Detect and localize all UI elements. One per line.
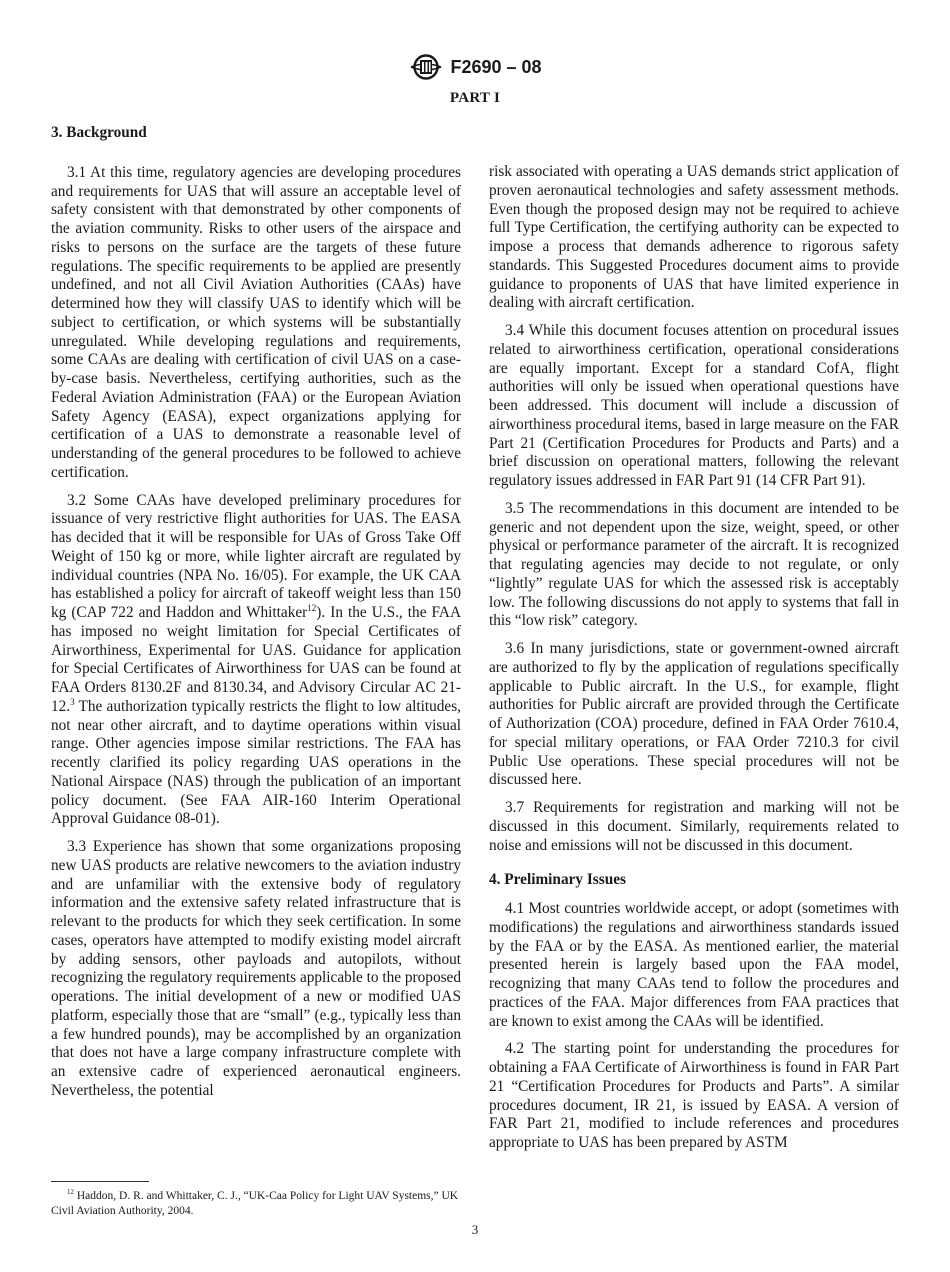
paragraph-3-2-text-c: The authorization typically restricts the flight to low altitudes, not near other aircraft, and to daytime operations within visual range. Other agencies impose similar restrictions. The FAA has recently clarified its policy regarding UAS operations in the National Airspace (NAS) through the publication of an important policy document. (See FAA AIR-160 Interim Operational Approval Guidance 08-01). bbox=[51, 697, 461, 828]
paragraph-4-1: 4.1 Most countries worldwide accept, or adopt (sometimes with modifications) the regulations and airworthiness standards issued by the FAA or by the EASA. As mentioned earlier, the material presented herein is largely based upon the FAA model, recognizing that many CAAs tend to follow the procedures and practices of the FAA. Major differences from FAA practices that are known to exist among the CAAs will be identified. bbox=[489, 900, 899, 1030]
paragraph-3-5: 3.5 The recommendations in this document are intended to be generic and not dependent upon the size, weight, speed, or other physical or performance parameter of the aircraft. It is recognized that regulating agencies may decide to not regulate, or only “lightly” regulate UAS for which the assessed risk is acceptably low. The following discussions do not apply to systems that fall in this “low risk” category. bbox=[489, 499, 899, 630]
footnote-text: Haddon, D. R. and Whittaker, C. J., “UK-Caa Policy for Light UAV Systems,” UK Civil Aviation Authority, 2004. bbox=[51, 1190, 459, 1217]
footnote-marker: 12 bbox=[67, 1188, 74, 1197]
page-header bbox=[0, 52, 950, 107]
paragraph-3-2-text-b: ). In the U.S., the FAA has imposed no weight limitation for Special Certificates of Airworthiness, Experimental for UAS. Guidance for application for Special Certificates of Airworthiness for UAS can be found at FAA Orders 8130.2F and 8130.34, and Advisory Circular AC 21-12. bbox=[51, 604, 461, 715]
header-logo-row bbox=[0, 52, 950, 82]
paragraph-3-2 bbox=[51, 492, 461, 830]
footnote-ref-12: 12 bbox=[307, 602, 317, 613]
footnote-ref-3: 3 bbox=[70, 696, 75, 707]
paragraph-3-4: 3.4 While this document focuses attention on procedural issues related to airworthiness certification, operational considerations are equally important. Except for a standard CofA, flight authorities will only be issued when operational questions have been addressed. This document will include a discussion of airworthiness procedural items, based in large measure on the FAR Part 21 (Certification Procedures for Products and Parts) and a brief discussion on operational matters, following the relevant regulatory issues addressed in FAR Part 91 (14 CFR Part 91). bbox=[489, 322, 899, 489]
section-heading-preliminary-issues: 4. Preliminary Issues bbox=[489, 871, 626, 889]
standard-designation: F2690 – 08 bbox=[450, 56, 542, 77]
paragraph-4-2: 4.2 The starting point for understanding the procedures for obtaining a FAA Certificate of Airworthiness is found in FAR Part 21 “Certification Procedures for Products and Parts”. A similar procedures document, IR 21, is issued by EASA. A version of FAR Part 21, modified to include references and procedures appropriate to UAS has been prepared by ASTM bbox=[489, 1040, 899, 1151]
footnote-divider bbox=[51, 1181, 149, 1182]
right-column bbox=[489, 163, 899, 1162]
paragraph-3-1: 3.1 At this time, regulatory agencies are developing procedures and requirements for UAS that will assure an acceptable level of safety consistent with that demonstrated by other components of the aviation community. Risks to other users of the airspace and risks to persons on the surface are the targets of these future regulations. The specific requirements to be applied are presently undefined, and not all Civil Aviation Authorities (CAAs) have determined how they will classify UAS to identify which will be subject to certification, or which systems will be substantially unregulated. While developing regulations and requirements, some CAAs are dealing with certification of civil UAS on a case-by-case basis. Nevertheless, certifying authorities, such as the Federal Aviation Administration (FAA) or the European Aviation Safety Agency (EASA), expect organizations applying for certification of a UAS to demonstrate a reasonable level of understanding of the general procedures to be followed to achieve certification. bbox=[51, 163, 461, 481]
paragraph-3-6: 3.6 In many jurisdictions, state or government-owned aircraft are authorized to fly by the application of regulations specifically applicable to Public aircraft. In the U.S., for example, flight authorities for Public aircraft are provided through the Certificate of Authorization (COA) procedure, defined in FAA Order 7610.4, for special military operations, or FAA Order 7210.3 for civil Public Use operations. These special procedures will not be discussed here. bbox=[489, 640, 899, 789]
paragraph-3-3: 3.3 Experience has shown that some organizations proposing new UAS products are relative newcomers to the aviation industry and are unfamiliar with the extensive body of regulatory information and the extensive safety related infrastructure that is relevant to the products for which they seek certification. In some cases, operators have attempted to modify existing model aircraft by adding sensors, other payloads and autopilots, without recognizing the regulatory requirements applicable to the proposed operations. The initial development of a new or modified UAS platform, especially those that are “small” (e.g., typically less than a few hundred pounds), may be accomplished by an organization that does not have a large company infrastructure complete with an extensive cadre of experienced aeronautical engineers. Nevertheless, the potential bbox=[51, 838, 461, 1099]
footnote-12 bbox=[51, 1189, 461, 1218]
paragraph-3-7: 3.7 Requirements for registration and marking will not be discussed in this document. Similarly, requirements related to noise and emissions will not be discussed in this document. bbox=[489, 799, 899, 854]
section-heading-background: 3. Background bbox=[51, 124, 147, 141]
paragraph-3-2-text-a: 3.2 Some CAAs have developed preliminary procedures for issuance of very restrictive flight authorities for UAS. The EASA has decided that it will be responsible for UAs of Gross Take Off Weight of 150 kg or more, while lighter aircraft are regulated by individual countries (NPA No. 16/05). For example, the UK CAA has established a policy for aircraft of takeoff weight less than 150 kg (CAP 722 and Haddon and Whittaker bbox=[51, 491, 461, 621]
astm-logo-icon bbox=[408, 52, 444, 82]
page-number: 3 bbox=[471, 1222, 479, 1237]
paragraph-3-3-continued: risk associated with operating a UAS demands strict application of proven aeronautical technologies and safety assessment methods. Even though the proposed design may not be required to achieve full Type Certification, the certifying authority can be expected to impose a process that demands adherence to rigorous safety standards. This Suggested Procedures document aims to provide guidance to proponents of UAS that have limited experience in dealing with aircraft certification. bbox=[489, 163, 899, 312]
part-title: PART I bbox=[449, 90, 501, 106]
left-column bbox=[51, 124, 461, 1110]
